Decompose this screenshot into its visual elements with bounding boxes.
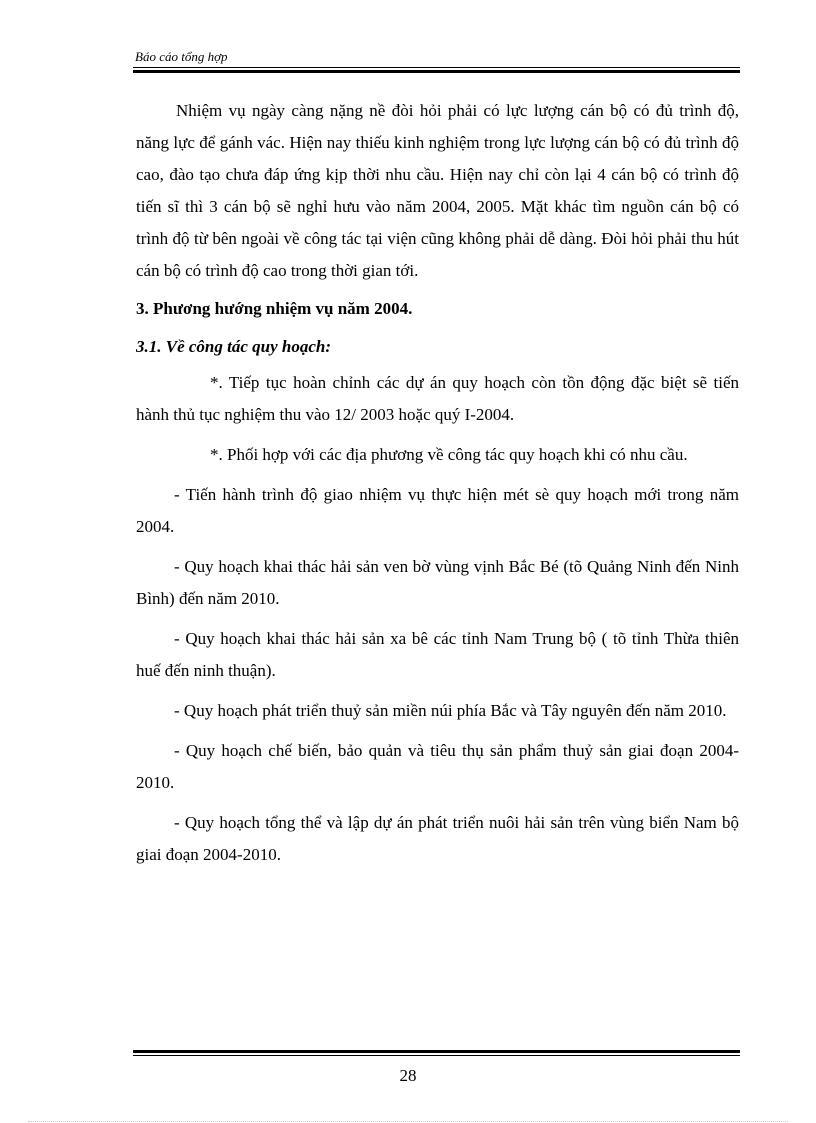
- page-edge-divider: [28, 1121, 788, 1122]
- footer-rule-thin: [133, 1055, 740, 1056]
- page-number: 28: [399, 1066, 417, 1085]
- list-item-dash: - Quy hoạch chế biến, bảo quản và tiêu thụ sản phẩm thuỷ sản giai đoạn 2004-2010.: [136, 741, 739, 792]
- list-item-dash: - Tiến hành trình độ giao nhiệm vụ thực hiện mét sè quy hoạch mới trong năm 2004.: [136, 485, 739, 536]
- list-item-dash: - Quy hoạch tổng thể và lập dự án phát triển nuôi hải sản trên vùng biển Nam bộ giai đoạn 2004-2010.: [136, 813, 739, 864]
- list-item-dash: - Quy hoạch khai thác hải sản ven bờ vùng vịnh Bắc Bé (tõ Quảng Ninh đến Ninh Bình) đến năm 2010.: [136, 557, 739, 608]
- footer-rule-thick: [133, 1050, 740, 1053]
- list-item-dash: - Quy hoạch khai thác hải sản xa bê các tỉnh Nam Trung bộ ( tõ tỉnh Thừa thiên huế đến ninh thuận).: [136, 629, 739, 680]
- header-rule-thick: [133, 70, 740, 73]
- document-body: [136, 95, 739, 871]
- header-title: Báo cáo tổng hợp: [135, 49, 228, 64]
- subsection-heading: 3.1. Về công tác quy hoạch:: [136, 337, 332, 356]
- intro-paragraph: Nhiệm vụ ngày càng nặng nề đòi hỏi phải có lực lượng cán bộ có đủ trình độ, năng lực để gánh vác. Hiện nay thiếu kinh nghiệm trong lực lượng cán bộ có đủ trình độ cao, đào tạo chưa đáp ứng kịp thời nhu cầu. Hiện nay chỉ còn lại 4 cán bộ có trình độ tiến sĩ thì 3 cán bộ sẽ nghỉ hưu vào năm 2004, 2005. Mặt khác tìm nguồn cán bộ có trình độ từ bên ngoài về công tác tại viện cũng không phải dễ dàng. Đòi hỏi phải thu hút cán bộ có trình độ cao trong thời gian tới.: [136, 101, 739, 280]
- list-item-star: *. Phối hợp với các địa phương về công tác quy hoạch khi có nhu cầu.: [210, 445, 688, 464]
- list-item-star: *. Tiếp tục hoàn chỉnh các dự án quy hoạch còn tồn động đặc biệt sẽ tiến hành thủ tục nghiệm thu vào 12/ 2003 hoặc quý I-2004.: [136, 373, 739, 424]
- list-item-dash: - Quy hoạch phát triển thuỷ sản miền núi phía Bắc và Tây nguyên đến năm 2010.: [174, 701, 727, 720]
- section-heading: 3. Phương hướng nhiệm vụ năm 2004.: [136, 299, 413, 318]
- header-rule-thin: [133, 67, 740, 68]
